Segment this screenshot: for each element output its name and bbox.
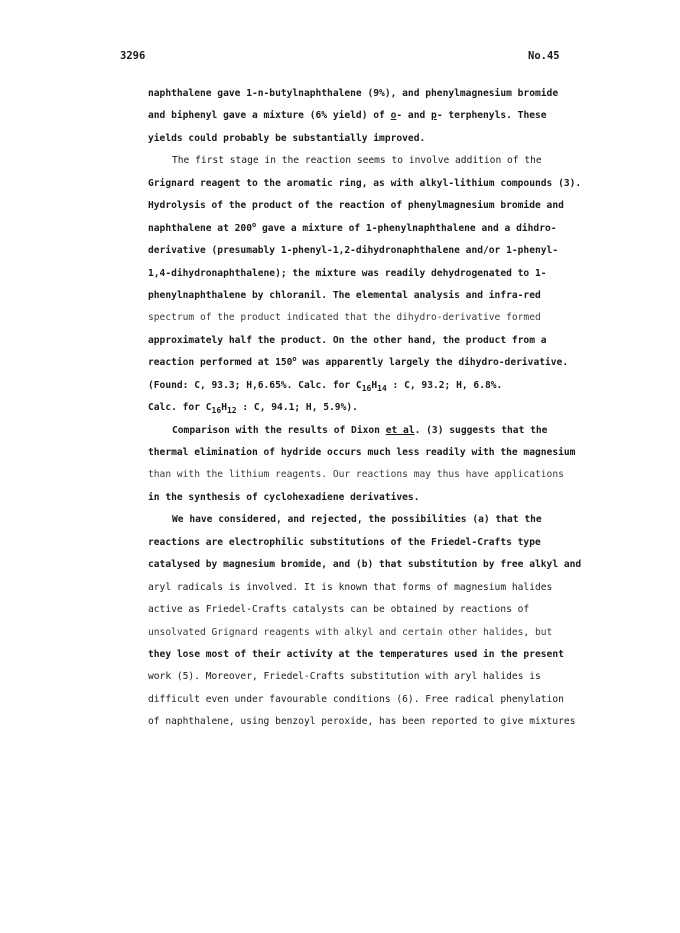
text-line: catalysed by magnesium bromide, and (b) that substitution by free alkyl and [148,559,582,571]
text-line: active as Friedel-Crafts catalysts can be obtained by reactions of [148,604,530,616]
text-line: unsolvated Grignard reagents with alkyl and certain other halides, but [148,626,553,638]
text-line: naphthalene gave 1-n-butylnaphthalene (9%), and phenylmagnesium bromide [148,88,559,99]
text-line: spectrum of the product indicated that the dihydro-derivative formed [148,312,541,324]
page-number: 3296 [120,50,146,62]
text-line: of naphthalene, using benzoyl peroxide, has been reported to give mixtures [148,716,576,728]
text-line: derivative (presumably 1-phenyl-1,2-dihydronaphthalene and/or 1-phenyl- [148,245,559,257]
text-line: We have considered, and rejected, the possibilities (a) that the [172,514,542,526]
text-line: approximately half the product. On the other hand, the product from a [148,334,547,346]
text-line: work (5). Moreover, Friedel-Crafts substitution with aryl halides is [148,671,541,683]
text-line: reactions are electrophilic substitutions of the Friedel-Crafts type [148,536,541,548]
text-line: 1,4-dihydronaphthalene); the mixture was readily dehydrogenated to 1- [148,267,547,279]
text-line: they lose most of their activity at the temperatures used in the present [148,648,564,660]
text-line: (Found: C, 93.3; H,6.65%. Calc. for $C_{16}H_{14}$ : C, 93.2; H, 6.8%. [148,379,503,393]
text-line: than with the lithium reagents. Our reactions may thus have applications [148,469,564,481]
text-line: naphthalene at 200$^o$ gave a mixture of 1-phenylnaphthalene and a dihdro- [148,220,557,234]
issue-number: No.45 [528,50,560,62]
text-line: yields could probably be substantially improved. [148,132,426,144]
text-line: and biphenyl gave a mixture (6% yield) of o- and p- terphenyls. These [148,110,547,122]
text-line: Comparison with the results of Dixon et al. (3) suggests that the [172,424,548,436]
text-line: reaction performed at 150$^o$ was apparently largely the dihydro-derivative. [148,355,569,369]
body-text [148,83,582,734]
text-line: Calc. for $C_{16}H_{12}$ : C, 94.1; H, 5.9%). [148,402,358,416]
text-line: The first stage in the reaction seems to involve addition of the [172,155,542,167]
text-line: Hydrolysis of the product of the reaction of phenylmagnesium bromide and [148,200,564,212]
text-line: difficult even under favourable conditions (6). Free radical phenylation [148,693,564,705]
text-line: in the synthesis of cyclohexadiene derivatives. [148,491,420,503]
text-line: phenylnaphthalene by chloranil. The elemental analysis and infra-red [148,289,541,301]
text-line: thermal elimination of hydride occurs much less readily with the magnesium [148,447,576,458]
text-line: aryl radicals is involved. It is known that forms of magnesium halides [148,581,553,593]
text-line: Grignard reagent to the aromatic ring, as with alkyl-lithium compounds (3). [148,177,582,189]
